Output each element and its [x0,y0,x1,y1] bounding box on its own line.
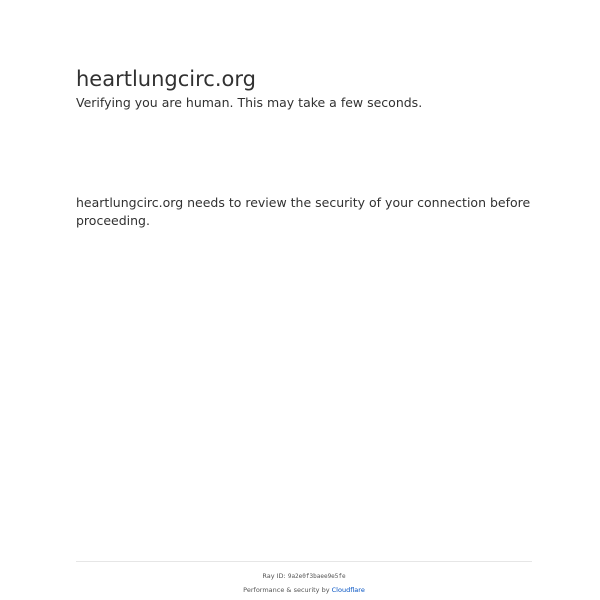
ray-id-label: Ray ID: [262,572,286,580]
performance-line [76,585,532,595]
page-title: heartlungcirc.org [76,67,256,91]
performance-text: Performance & security by [243,586,330,594]
verification-subtitle: Verifying you are human. This may take a few seconds. [76,95,423,110]
ray-id-line [76,571,532,582]
ray-id-value: 9a2e0f3baee9e5fe [287,573,346,580]
footer [76,561,532,595]
security-message: heartlungcirc.org needs to review the security of your connection before proceeding. [76,195,531,228]
cloudflare-link[interactable]: Cloudflare [331,586,365,594]
